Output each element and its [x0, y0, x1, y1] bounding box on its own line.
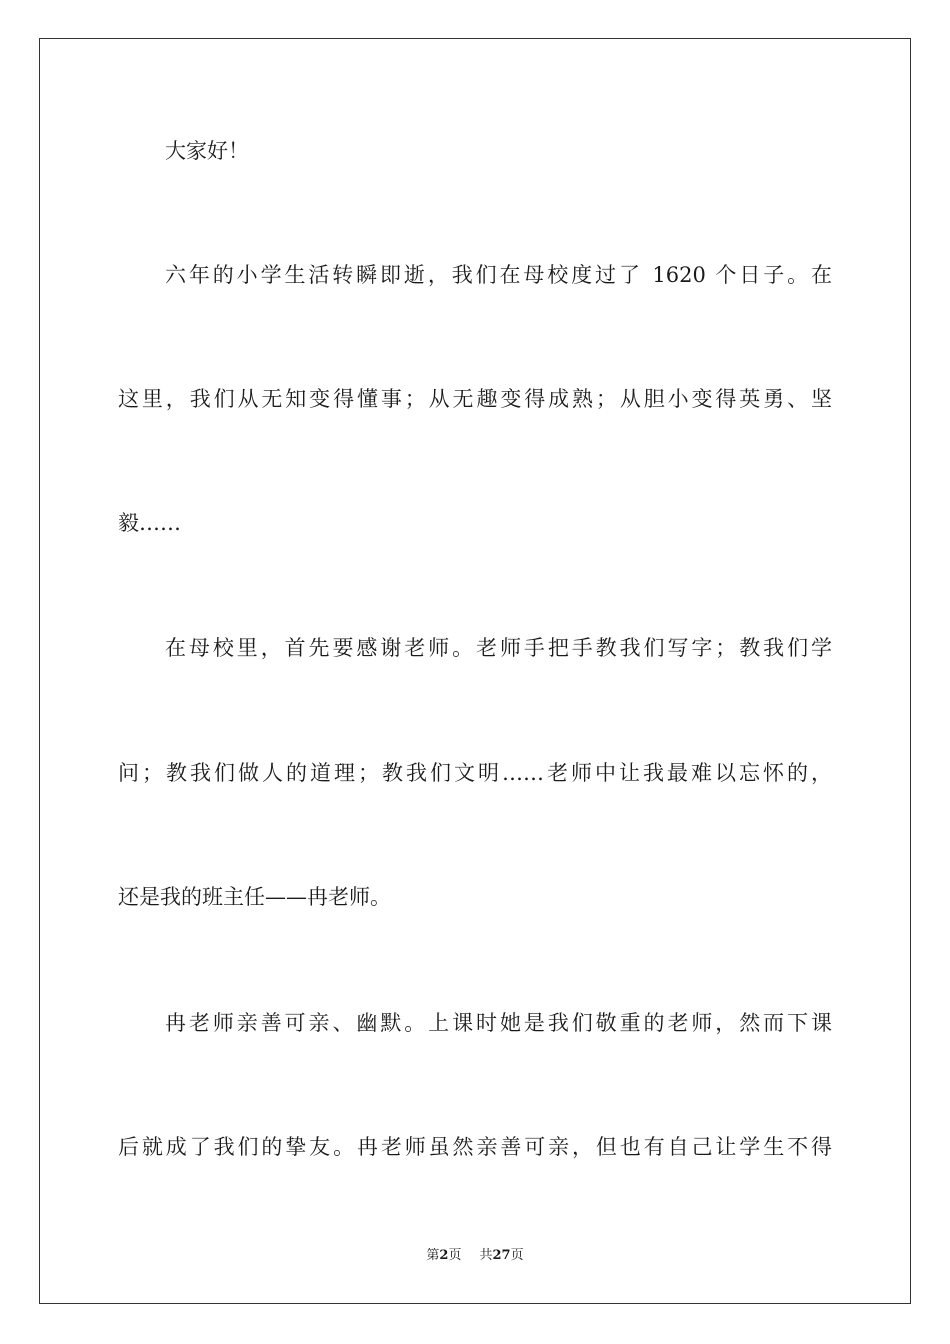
paragraph-2-line-2: 问；教我们做人的道理；教我们文明……老师中让我最难以忘怀的，	[118, 761, 832, 785]
total-suffix: 页	[510, 1248, 524, 1263]
total-pages: 27	[492, 1248, 511, 1263]
paragraph-2-line-1: 在母校里，首先要感谢老师。老师手把手教我们写字；教我们学	[165, 636, 832, 660]
page-prefix: 第	[426, 1248, 440, 1263]
paragraph-2-line-3: 还是我的班主任——冉老师。	[118, 885, 391, 909]
paragraph-3-line-1: 冉老师亲善可亲、幽默。上课时她是我们敬重的老师，然而下课	[165, 1011, 832, 1035]
paragraph-3-line-2: 后就成了我们的挚友。冉老师虽然亲善可亲，但也有自己让学生不得	[118, 1135, 832, 1159]
total-prefix: 共	[479, 1248, 493, 1263]
page-number: 2	[439, 1248, 449, 1263]
paragraph-1-line-1: 六年的小学生活转瞬即逝，我们在母校度过了 1620 个日子。在	[165, 263, 832, 287]
paragraph-1-line-2: 这里，我们从无知变得懂事；从无趣变得成熟；从胆小变得英勇、坚	[118, 387, 832, 411]
paragraph-1-line-3: 毅……	[118, 511, 181, 535]
page-footer	[0, 1247, 950, 1265]
page-suffix: 页	[448, 1248, 462, 1263]
greeting-line: 大家好！	[165, 139, 249, 163]
page-border	[39, 38, 911, 1304]
